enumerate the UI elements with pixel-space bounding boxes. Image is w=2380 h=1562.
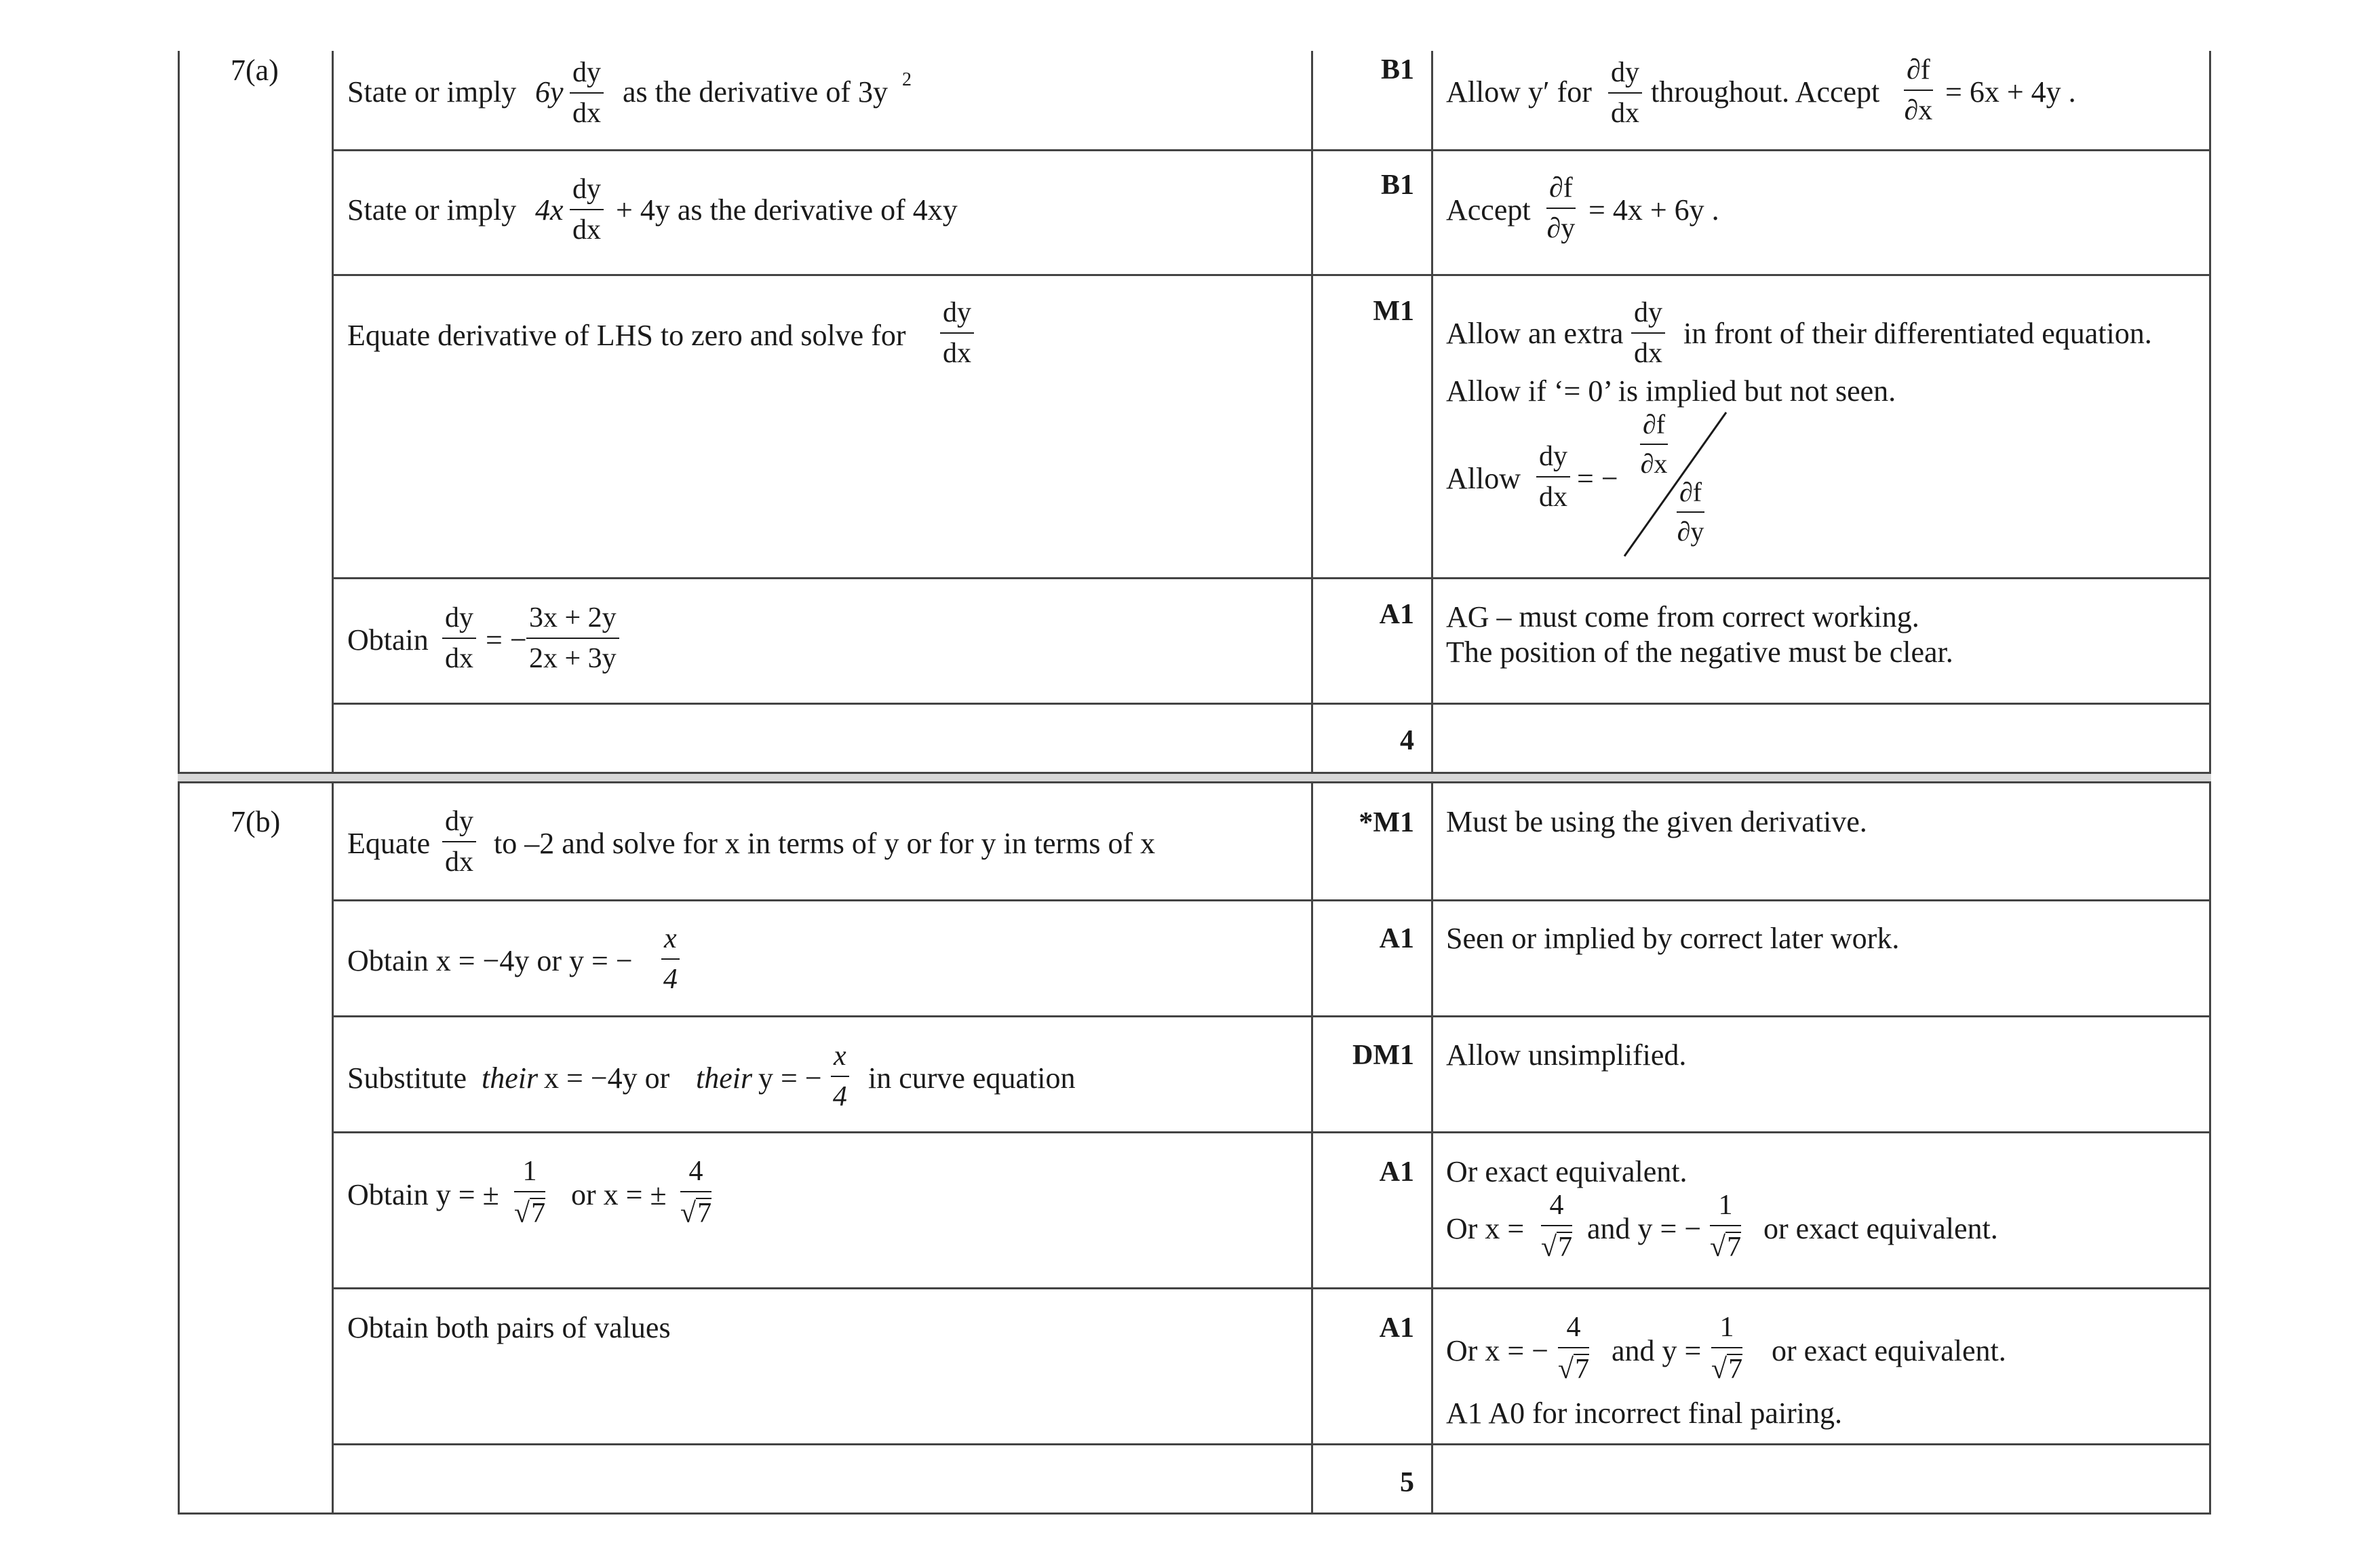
mark-7b-1: *M1 [1359, 807, 1414, 838]
fraction-dy-dx: $\frac{dy}{dx}$ [940, 298, 974, 368]
mark-7b-4: A1 [1379, 1156, 1414, 1188]
question-label-7a: 7(a) [231, 54, 279, 87]
mark-7b-2: A1 [1379, 923, 1414, 954]
diagonal-fraction-bar [1614, 407, 1736, 563]
mark-7a-3: M1 [1373, 296, 1414, 327]
fraction-dy-dx: $\frac{dy}{dx}$ [442, 604, 476, 673]
fraction-dy-dx: $\frac{dy}{dx}$ [570, 58, 604, 128]
mark-7a-4: A1 [1379, 599, 1414, 630]
fraction-dy-dx: $\frac{dy}{dx}$ [570, 175, 604, 244]
answer-row-7b-5: Obtain both pairs of values [347, 1311, 671, 1344]
mark-7b-5: A1 [1379, 1312, 1414, 1344]
fraction-dy-dx: $\frac{dy}{dx}$ [442, 807, 476, 876]
mark-7a-2: B1 [1380, 170, 1414, 201]
total-marks-7a: 4 [1400, 725, 1414, 756]
total-marks-7b: 5 [1400, 1467, 1414, 1498]
mark-7a-1: B1 [1380, 54, 1414, 85]
guidance-7b-3: Allow unsimplified. [1446, 1038, 1687, 1072]
mark-7b-3: DM1 [1352, 1040, 1414, 1071]
question-label-7b: 7(b) [231, 805, 281, 838]
guidance-7b-1: Must be using the given derivative. [1446, 805, 1867, 838]
guidance-7b-2: Seen or implied by correct later work. [1446, 922, 1900, 955]
